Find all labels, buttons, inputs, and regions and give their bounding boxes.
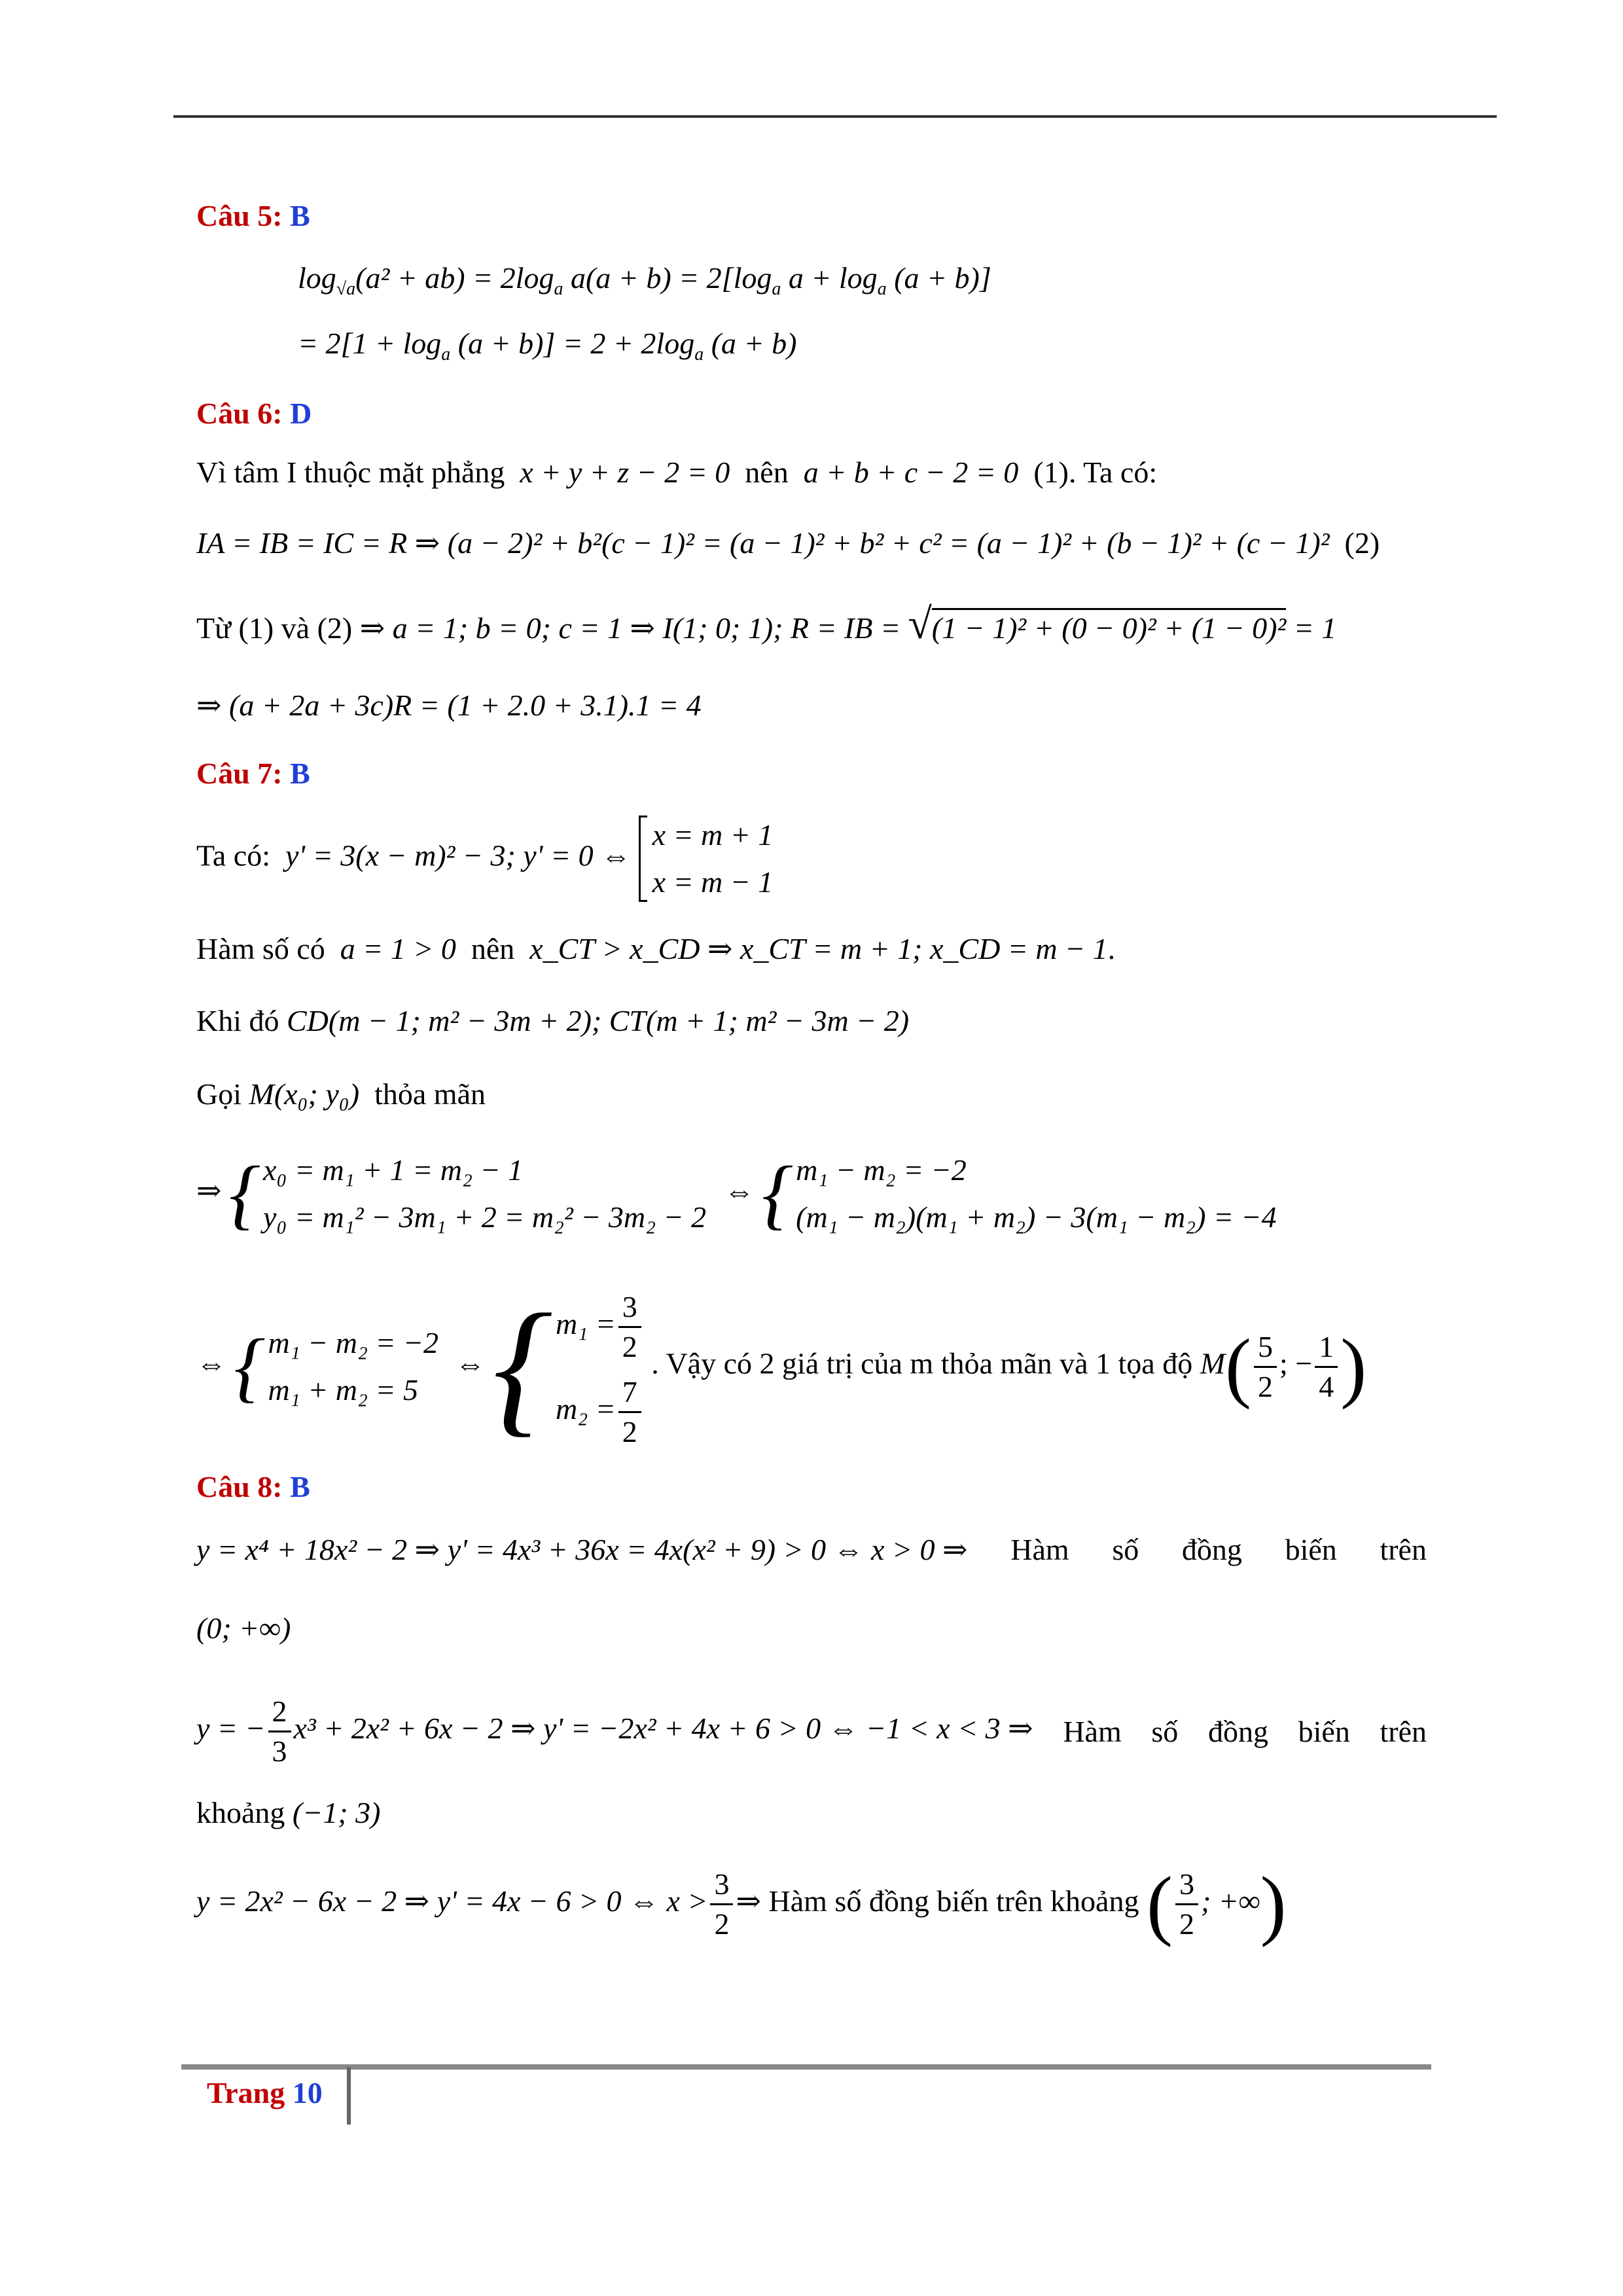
q8-f1-interval: (0; +∞) [196,1611,291,1645]
q8-heading: Câu 8: B [196,1470,310,1503]
footer-rule [181,2064,1431,2070]
q8-f1: y = x⁴ + 18x² − 2 ⇒ y' = 4x³ + 36x = 4x(x² + 9) > 0 ⇔ x > 0 ⇒ Hàm số đồng biến trên [196,1533,1427,1566]
q5-line1: $\log_{√a}(a^2 + ab) = 2\log_a$ $a(a + b) = 2[\log_a$ $a + \log_a (a + b)$] [298,261,991,300]
q7-points: Khi đó CD(m − 1; m² − 3m + 2); CT(m + 1; m² − 3m − 2) [196,1004,910,1037]
q6-intro: Vì tâm I thuộc mặt phẳng x + y + z − 2 = 0 nên a + b + c − 2 = 0 (1). Ta có: [196,456,1158,489]
q5-line2: = $2[1 + \log_a (a + b)] = 2 + 2\log_a$ (a + b) [298,327,797,365]
q6-equation: IA = IB = IC = R ⇒ (a − 2)² + b²(c − 1)² = (a − 1)² + b² + c² = (a − 1)² + (b − 1)² + (c − 1)² (2) [196,526,1380,560]
q7-derivative: Ta có: y' = 3(x − m)² − 3; y' = 0 ⇔ x = m + 1 x = m − 1 [196,812,773,906]
q8-f3: y = 2x² − 6x − 2 ⇒ y' = 4x − 6 > 0 ⇔ x > $\frac{3}{2}$ ⇒ Hàm số đồng biến trên khoảng ( $\frac{3}{2}$ ; +∞) [196,1860,1287,1948]
q7-goi: Gọi M(x₀; y₀) thỏa mãn [196,1077,486,1111]
q6-heading: Câu 6: D [196,397,312,430]
q8-f2: y = − $\frac{2}{3}$ x³ + 2x² + 6x − 2 ⇒ y' = −2x² + 4x + 6 > 0 ⇔ −1 < x < 3 ⇒ Hàm số đồng biến trên [196,1693,1427,1770]
q7-heading: Câu 7: B [196,757,310,790]
q7-system1: ⇒ { x₀ = m₁ + 1 = m₂ − 1 y₀ = m₁² − 3m₁ + 2 = m₂² − 3m₂ − 2 ⇔ { m₁ − m₂ = −2 (m₁ − m₂)(m₁ + m₂) − 3(m₁ − m₂) = −4 [196,1150,1277,1237]
q5-heading: Câu 5: B [196,199,310,232]
q7-system2: ⇔ { m₁ − m₂ = −2 m₁ + m₂ = 5 ⇔ { m₁ = $\frac{3}{2}$ m₂ = $\frac{7}{2}$ . Vậy có 2 giá trị của m thỏa mãn và 1 tọa độ M( $\frac{5}{2}$ ; − $\frac{1}{4}$ ) [196,1283,1367,1450]
footer-divider [347,2067,351,2125]
q6-solution: Từ (1) và (2) ⇒ a = 1; b = 0; c = 1 ⇒ I(1; 0; 1); R = IB = √(1 − 1)² + (0 − 0)² + (1 − 0)² = 1 [196,600,1337,648]
q8-f2-interval: khoảng (−1; 3) [196,1796,381,1829]
page-number: Trang 10 [207,2076,323,2109]
q6-final: ⇒ (a + 2a + 3c)R = (1 + 2.0 + 3.1).1 = 4 [196,689,702,722]
header-rule [173,115,1497,118]
q7-extrema: Hàm số có a = 1 > 0 nên x_CT > x_CD ⇒ x_CT = m + 1; x_CD = m − 1. [196,932,1116,965]
